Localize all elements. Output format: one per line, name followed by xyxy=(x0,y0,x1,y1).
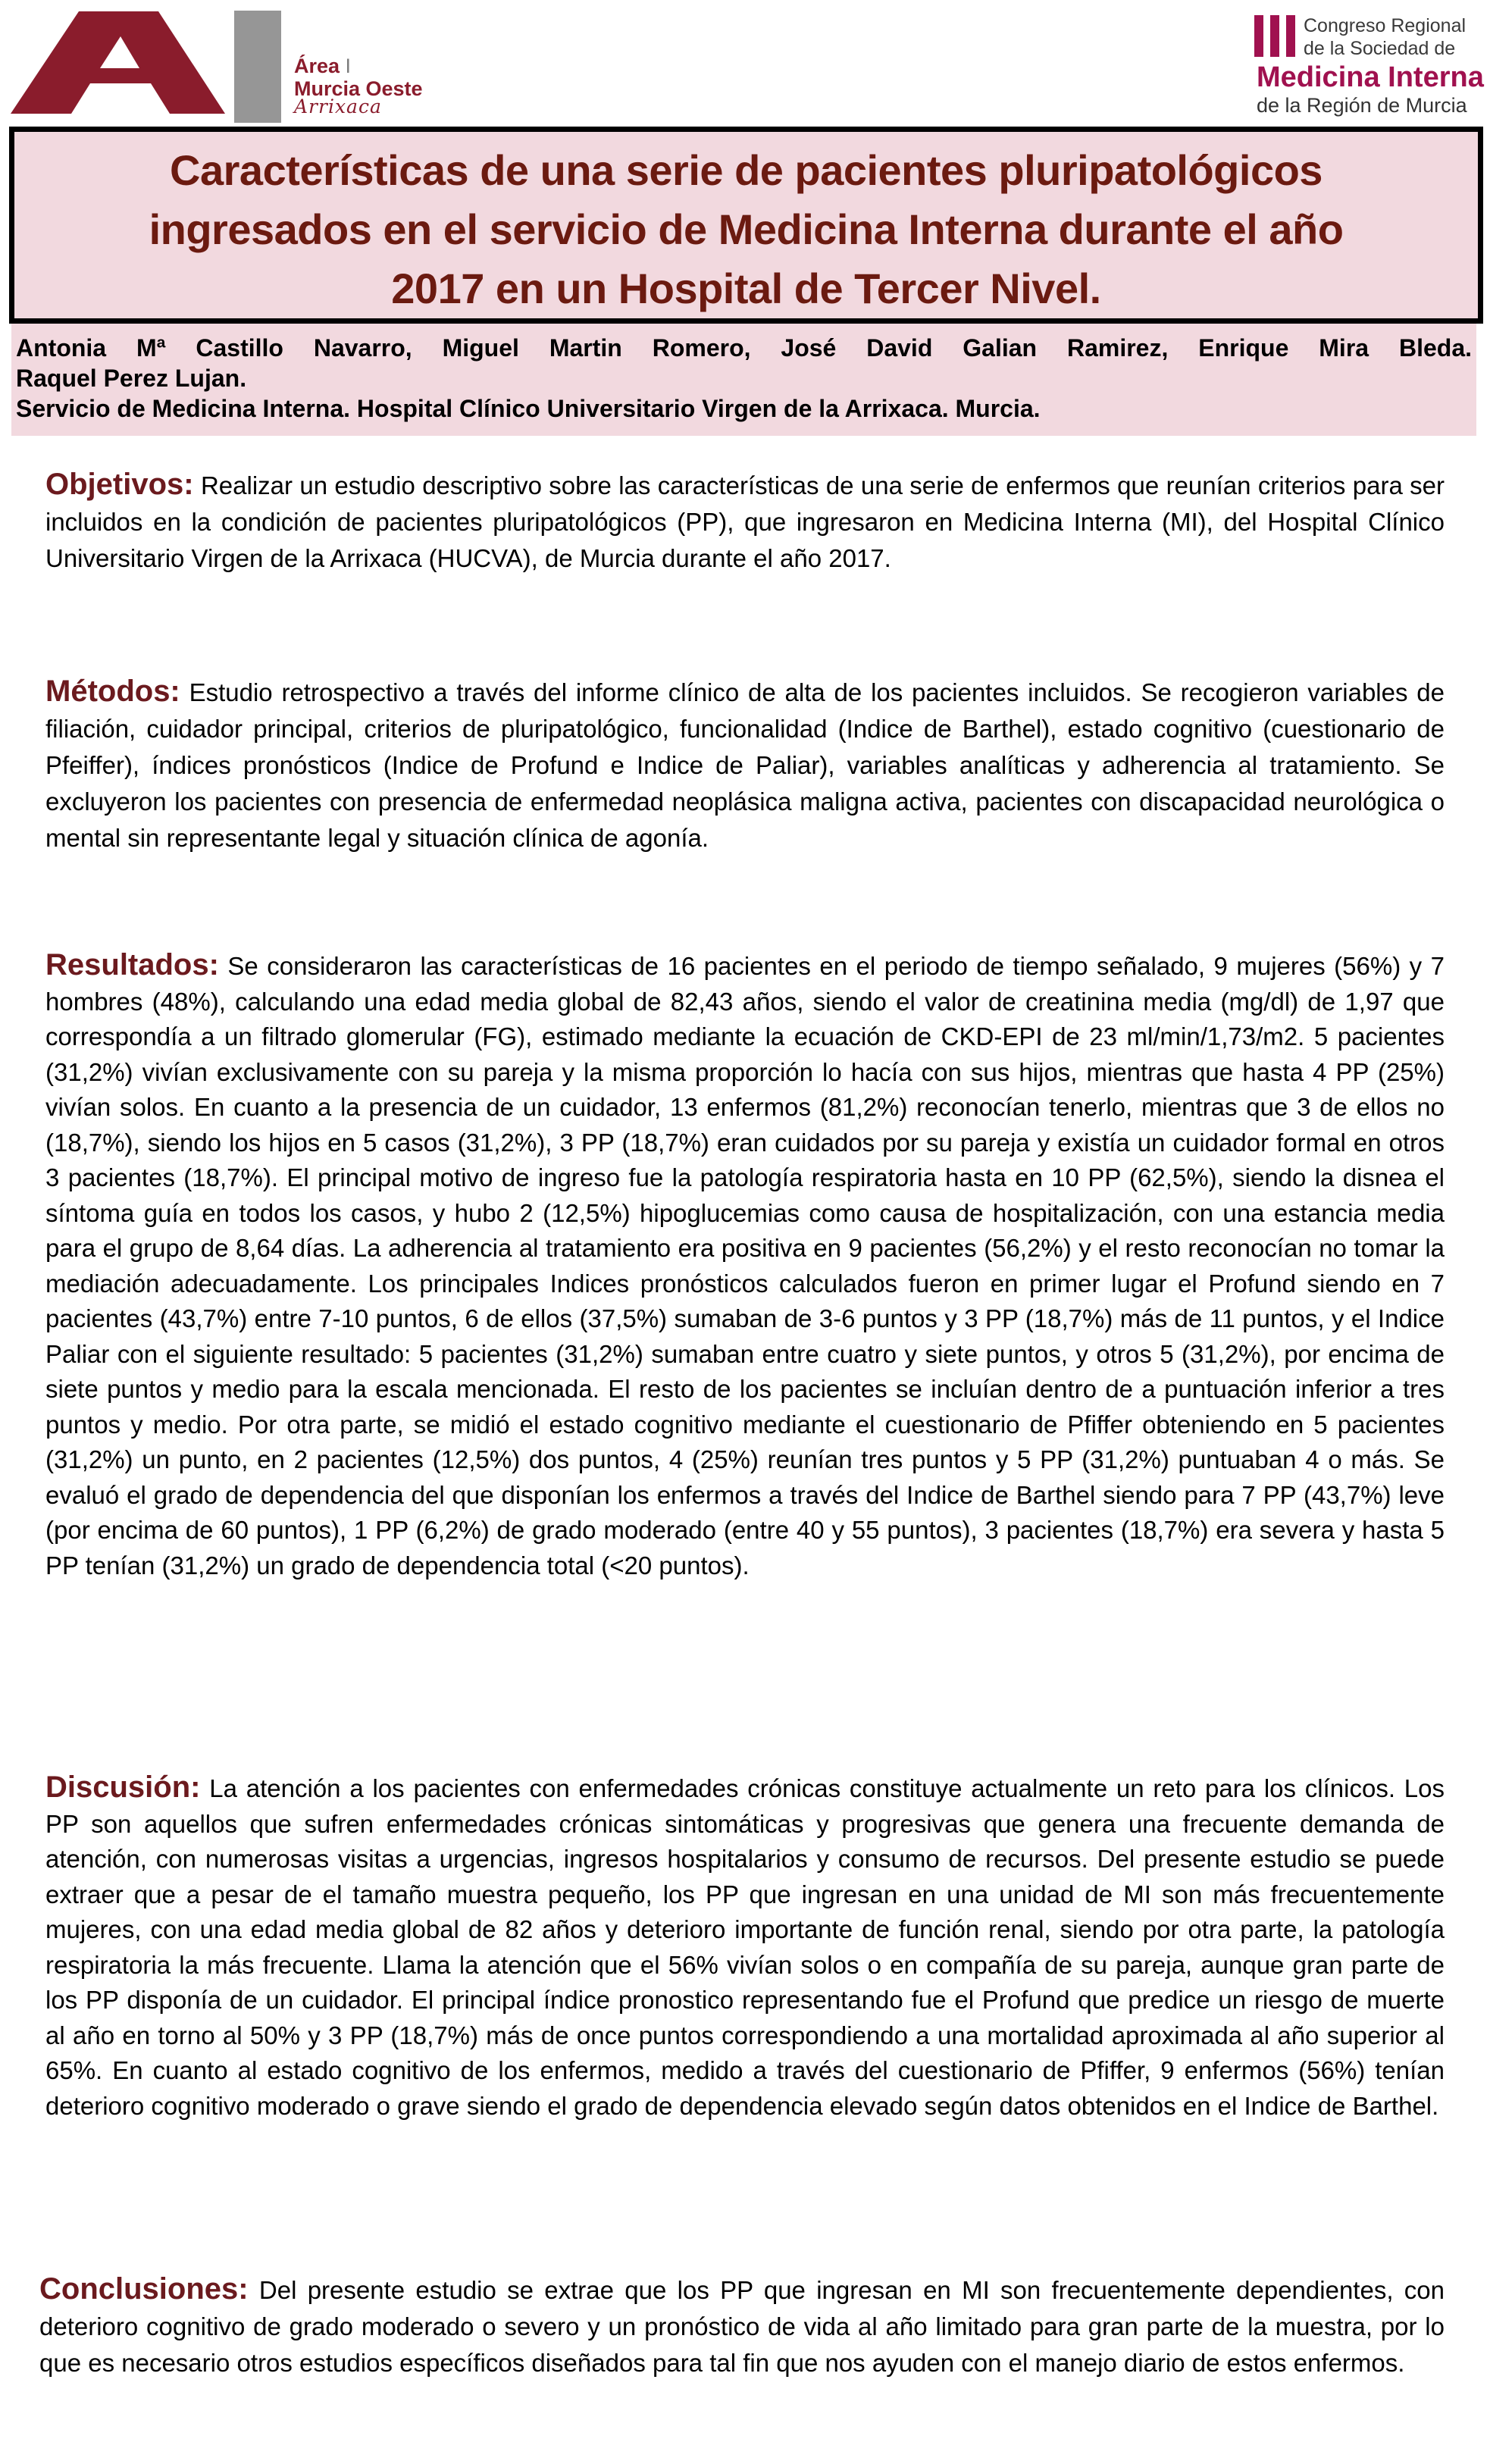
congreso-medicina-interna: Medicina Interna xyxy=(1257,61,1484,93)
section-conclusiones xyxy=(39,2271,1445,2381)
logo-area-numeral: I xyxy=(345,55,352,77)
authors-line-2: Raquel Perez Lujan. xyxy=(16,365,247,392)
logo-grey-bar xyxy=(234,11,281,123)
section-label-conclusiones: Conclusiones: xyxy=(39,2272,249,2306)
congreso-logo xyxy=(1251,8,1485,117)
section-label-resultados: Resultados: xyxy=(45,948,219,982)
authors-box xyxy=(11,324,1476,436)
section-label-discusion: Discusión: xyxy=(45,1771,201,1804)
section-label-metodos: Métodos: xyxy=(45,675,180,708)
section-metodos xyxy=(45,673,1445,856)
section-text-discusion: La atención a los pacientes con enfermedades crónicas constituye actualmente un reto para los clínicos. Los PP son aquellos que sufren enfermedades crónicas sintomáticas y progresivas que genera una frecuente demanda de atención, con numerosas visitas a urgencias, ingresos hospitalarios y consumo de recursos. Del presente estudio se puede extraer que a pesar de el tamaño muestra pequeño, los PP que ingresan en una unidad de MI son más frecuentemente mujeres, con una edad media global de 82 años y deterioro importante de función renal, siendo por otra parte, la patología respiratoria la más frecuente. Llama la atención que el 56% vivían solos o en compañía de su pareja, aunque gran parte de los PP disponía de un cuidador. El principal índice pronostico representando fue el Profund que predice un riesgo de muerte al año en torno al 50% y 3 PP (18,7%) más de once puntos correspondiendo a una mortalidad aproximada al año superior al 65%. En cuanto al estado cognitivo de los enfermos, medido a través del cuestionario de Pfiffer, 9 enfermos (56%) tenían deterioro cognitivo moderado o grave siendo el grado de dependencia elevado según datos obtenidos en el Indice de Barthel. xyxy=(45,1774,1445,2120)
area-murcia-oeste-logo xyxy=(11,8,480,117)
section-text-resultados: Se consideraron las características de 16 pacientes en el periodo de tiempo señalado, 9 mujeres (56%) y 7 hombres (48%), calculando una edad media global de 82,43 años, siendo el valor de creatinina media (mg/dl) de 1,97 que correspondía a un filtrado glomerular (FG), estimado mediante la ecuación de CKD-EPI de 23 ml/min/1,73/m2. 5 pacientes (31,2%) vivían exclusivamente con su pareja y la misma proporción lo hacía con sus hijos, mientras que hasta 4 PP (25%) vivían solos. En cuanto a la presencia de un cuidador, 13 enfermos (81,2%) reconocían tenerlo, mientras que 3 de ellos no (18,7%), siendo los hijos en 5 casos (31,2%), 3 PP (18,7%) eran cuidados por su pareja y existía un cuidador formal en otros 3 pacientes (18,7%). El principal motivo de ingreso fue la patología respiratoria hasta en 10 PP (62,5%), siendo la disnea el síntoma guía en todos los casos, y hubo 2 (12,5%) hipoglucemias como causa de hospitalización, con una estancia media para el grupo de 8,64 días. La adherencia al tratamiento era positiva en 9 pacientes (56,2%) y el resto reconocían no tomar la mediación adecuadamente. Los principales Indices pronósticos calculados fueron en primer lugar el Profund siendo en 7 pacientes (43,7%) entre 7-10 puntos, 6 de ellos (37,5%) sumaban de 3-6 puntos y 3 PP (18,7%) más de 11 puntos, y el Indice Paliar con el siguiente resultado: 5 pacientes (31,2%) sumaban entre cuatro y siete puntos, y otros 5 (31,2%), por encima de siete puntos y medio para la escala mencionada. El resto de los pacientes se incluían dentro de a puntuación inferior a tres puntos y medio. Por otra parte, se midió el estado cognitivo mediante el cuestionario de Pfiffer obteniendo en 5 pacientes (31,2%) un punto, en 2 pacientes (12,5%) dos puntos, 4 (25%) reunían tres puntos y 5 PP (31,2%) puntuaban 4 o más. Se evaluó el grado de dependencia del que disponían los enfermos a través del Indice de Barthel siendo para 7 PP (43,7%) leve (por encima de 60 puntos), 1 PP (6,2%) de grado moderado (entre 40 y 55 puntos), 3 pacientes (18,7%) era severa y hasta 5 PP tenían (31,2%) un grado de dependencia total (<20 puntos). xyxy=(45,952,1445,1580)
title-line-3: 2017 en un Hospital de Tercer Nivel. xyxy=(391,265,1101,312)
congreso-line-1: Congreso Regional xyxy=(1304,15,1467,36)
congreso-line-2: de la Sociedad de xyxy=(1304,38,1456,59)
title-line-1: Características de una serie de pacientes pluripatológicos xyxy=(170,146,1323,194)
title-line-2: ingresados en el servicio de Medicina Interna durante el año xyxy=(149,205,1344,253)
logo-area-text xyxy=(294,55,423,100)
section-text-conclusiones: Del presente estudio se extrae que los PP que ingresan en MI son frecuentemente dependientes, con deterioro cognitivo de grado moderado o severo y un pronóstico de vida al año limitado para gran parte de la muestra, por lo que es necesario otros estudios específicos diseñados para tal fin que nos ayuden con el manejo diario de estos enfermos. xyxy=(39,2276,1445,2377)
logo-area-label: Área xyxy=(294,55,346,77)
section-resultados xyxy=(45,947,1445,1583)
poster-title xyxy=(14,132,1478,318)
congreso-region: de la Región de Murcia xyxy=(1257,94,1467,117)
roman-numeral-iii-icon xyxy=(1254,15,1295,57)
authors-line-1: Antonia Mª Castillo Navarro, Miguel Martin Romero, José David Galian Ramirez, Enrique Mira Bleda. xyxy=(16,334,1472,362)
letter-a-logo-icon xyxy=(11,8,230,117)
logo-arrixaca: Arrixaca xyxy=(294,95,382,117)
section-objetivos xyxy=(45,466,1445,577)
logo-murcia-oeste: Murcia Oeste xyxy=(294,77,423,100)
section-text-objetivos: Realizar un estudio descriptivo sobre las características de una serie de enfermos que reunían criterios para ser incluidos en la condición de pacientes pluripatológicos (PP), que ingresaron en Medicina Interna (MI), del Hospital Clínico Universitario Virgen de la Arrixaca (HUCVA), de Murcia durante el año 2017. xyxy=(45,471,1445,572)
affiliation: Servicio de Medicina Interna. Hospital Clínico Universitario Virgen de la Arrixaca. Murcia. xyxy=(16,395,1041,422)
title-box xyxy=(9,127,1483,324)
section-discusion xyxy=(45,1770,1445,2124)
section-label-objetivos: Objetivos: xyxy=(45,468,194,501)
section-text-metodos: Estudio retrospectivo a través del informe clínico de alta de los pacientes incluidos. Se recogieron variables de filiación, cuidador principal, criterios de pluripatológico, funcionalidad (Indice de Barthel), estado cognitivo (cuestionario de Pfeiffer), índices pronósticos (Indice de Profund e Indice de Paliar), variables analíticas y adherencia al tratamiento. Se excluyeron los pacientes con presencia de enfermedad neoplásica maligna activa, pacientes con discapacidad neurológica o mental sin representante legal y situación clínica de agonía. xyxy=(45,678,1445,852)
